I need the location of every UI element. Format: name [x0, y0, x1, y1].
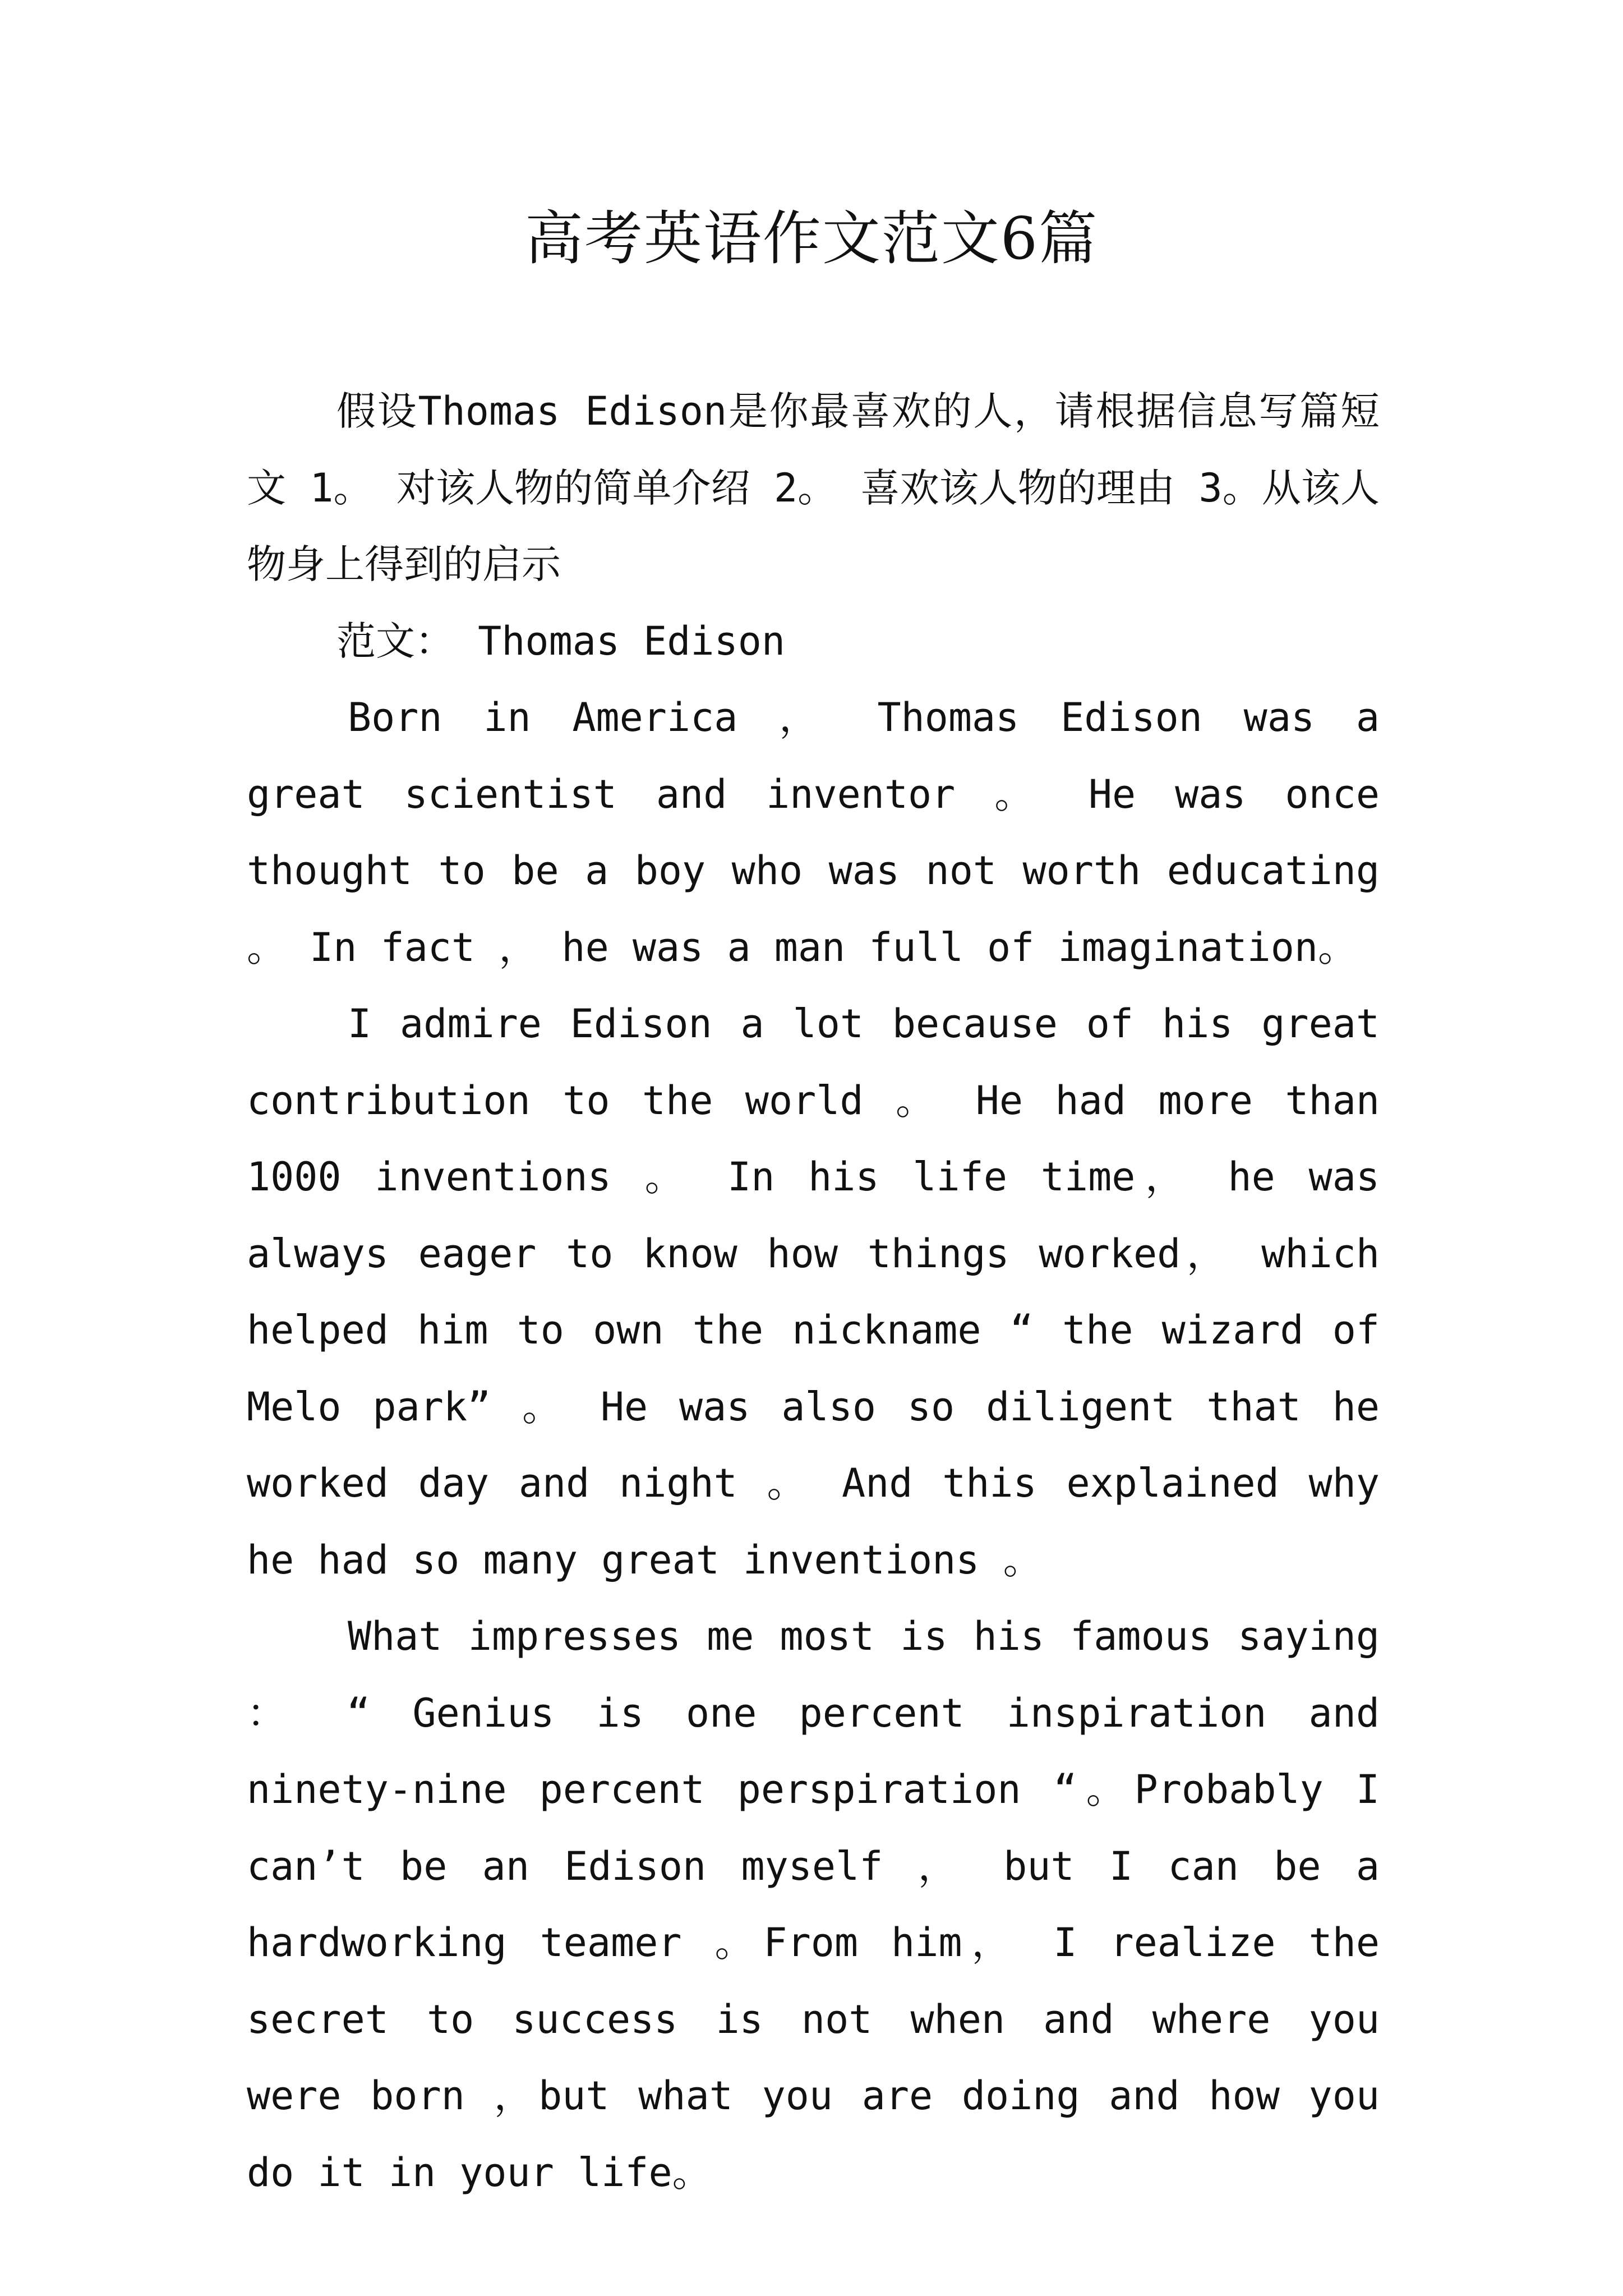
document-title: 高考英语作文范文6篇 [524, 204, 1099, 273]
essay-heading: 范文： Thomas Edison [336, 618, 786, 664]
essay-prompt: 假设Thomas Edison是你最喜欢的人，请根据信息写篇短文 1。 对该人物的简单介绍 2。 喜欢该人物的理由 3。从该人物身上得到的启示 [247, 388, 1380, 587]
essay-paragraph-3: What impresses me most is his famous saying ： “ Genius is one percent inspiration and ninety-nine percent perspiration “。Probably I can’t be an Edison myself ， but I can be a hardworking teamer 。From him， I realize the secret to success is not when and where you were born ，but what you are doing and how you do it in your life。 [247, 1613, 1380, 2196]
document-body [247, 373, 1380, 2211]
essay-paragraph-1: Born in America ， Thomas Edison was a great scientist and inventor 。 He was once thought to be a boy who was not worth educating 。 In fact ， he was a man full of imagination。 [247, 694, 1380, 970]
essay-paragraph-2: I admire Edison a lot because of his great contribution to the world 。 He had more than 1000 inventions 。 In his life time， he was always eager to know how things worked， which helped him to own the nickname “ the wizard of Melo park” 。 He was also so diligent that he worked day and night 。 And this explained why he had so many great inventions 。 [247, 1001, 1380, 1583]
